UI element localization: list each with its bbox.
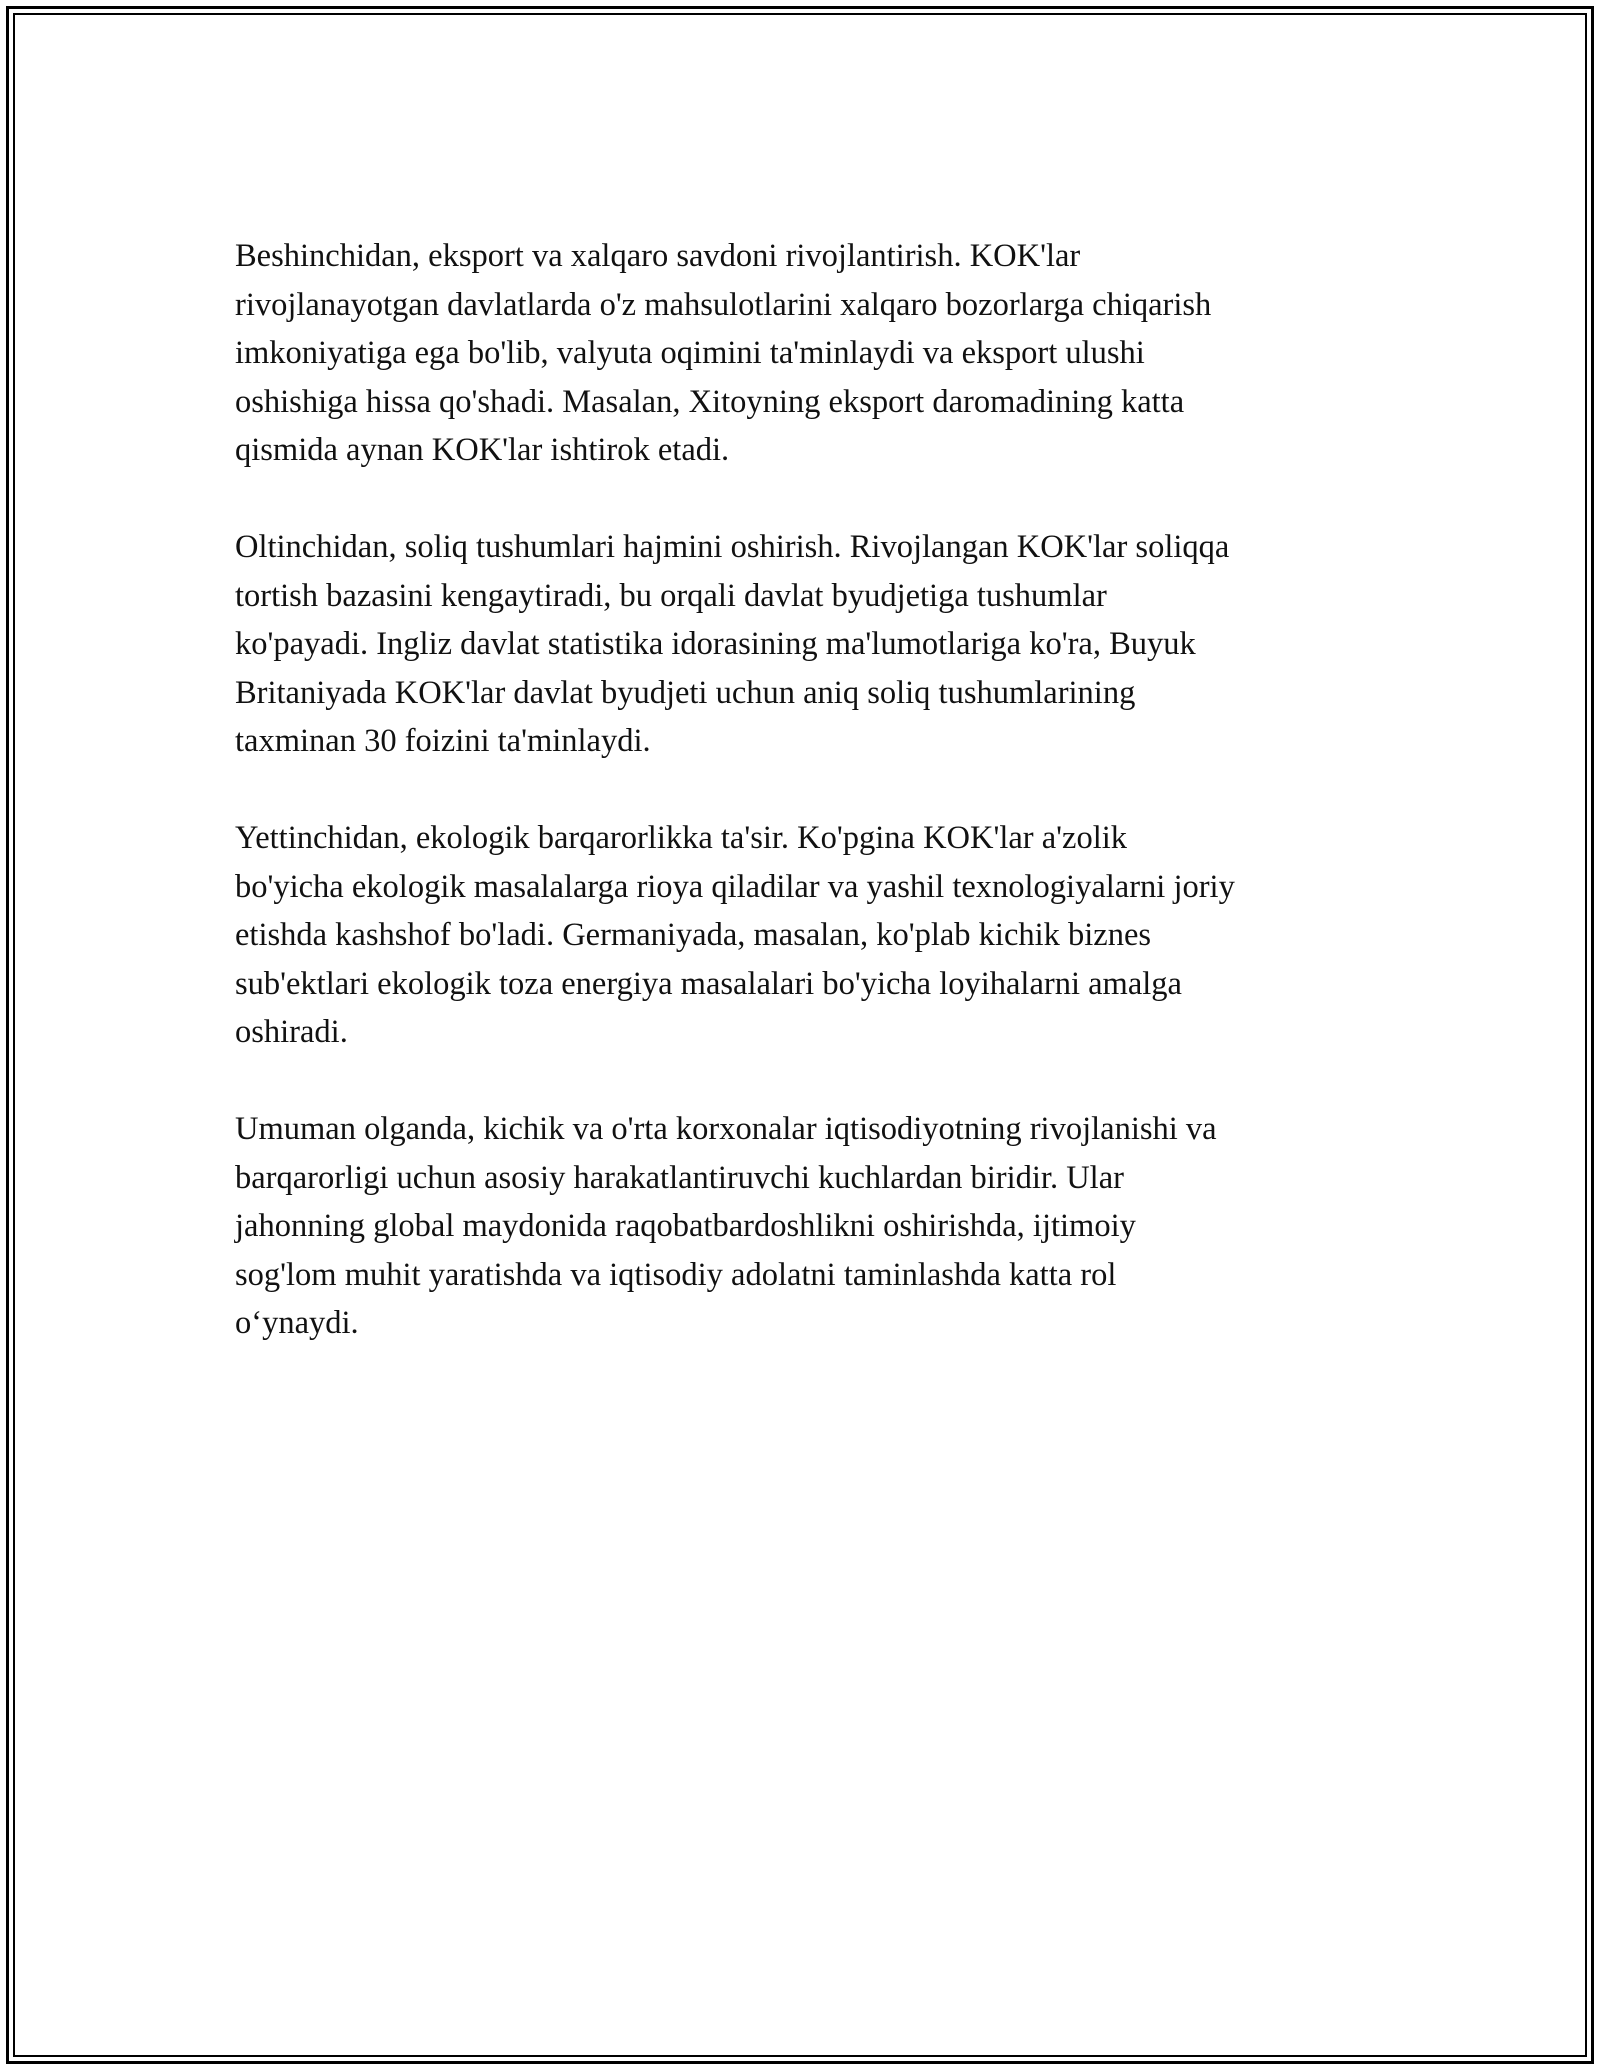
paragraph-seventh-point (235, 814, 1385, 1057)
text-line: o‘ynaydi. (235, 1305, 359, 1341)
text-line: taxminan 30 foizini ta'minlaydi. (235, 723, 651, 759)
text-line: Britaniyada KOK'lar davlat byudjeti uchun aniq soliq tushumlarining (235, 674, 1136, 711)
text-line: bo'yicha ekologik masalalarga rioya qiladilar va yashil texnologiyalarni joriy (235, 868, 1235, 905)
text-line: sog'lom muhit yaratishda va iqtisodiy adolatni taminlashda katta rol (235, 1256, 1117, 1293)
text-line: oshiradi. (235, 1014, 348, 1050)
text-line: oshishiga hissa qo'shadi. Masalan, Xitoyning eksport daromadining katta (235, 383, 1185, 420)
text-line: imkoniyatiga ega bo'lib, valyuta oqimini ta'minlaydi va eksport ulushi (235, 335, 1145, 371)
text-line: qismida aynan KOK'lar ishtirok etadi. (235, 432, 730, 468)
text-line: jahonning global maydonida raqobatbardoshlikni oshirishda, ijtimoiy (235, 1208, 1136, 1244)
text-line: rivojlanayotgan davlatlarda o'z mahsulotlarini xalqaro bozorlarga chiqarish (235, 286, 1212, 323)
text-line: Yettinchidan, ekologik barqarorlikka ta'sir. Ko'pgina KOK'lar a'zolik (235, 820, 1128, 856)
text-line: Oltinchidan, soliq tushumlari hajmini oshirish. Rivojlangan KOK'lar soliqqa (235, 529, 1230, 565)
document-body (235, 232, 1385, 1396)
text-line: Umuman olganda, kichik va o'rta korxonalar iqtisodiyotning rivojlanishi va (235, 1111, 1217, 1147)
text-line: Beshinchidan, eksport va xalqaro savdoni rivojlantirish. KOK'lar (235, 238, 1081, 274)
text-line: etishda kashshof bo'ladi. Germaniyada, masalan, ko'plab kichik biznes (235, 917, 1152, 953)
paragraph-conclusion (235, 1105, 1385, 1348)
text-line: tortish bazasini kengaytiradi, bu orqali davlat byudjetiga tushumlar (235, 577, 1107, 614)
text-line: sub'ektlari ekologik toza energiya masalalari bo'yicha loyihalarni amalga (235, 965, 1182, 1002)
paragraph-fifth-point (235, 232, 1385, 475)
text-line: barqarorligi uchun asosiy harakatlantiruvchi kuchlardan biridir. Ular (235, 1159, 1124, 1196)
paragraph-sixth-point (235, 523, 1385, 766)
text-line: ko'payadi. Ingliz davlat statistika idorasining ma'lumotlariga ko'ra, Buyuk (235, 626, 1196, 662)
